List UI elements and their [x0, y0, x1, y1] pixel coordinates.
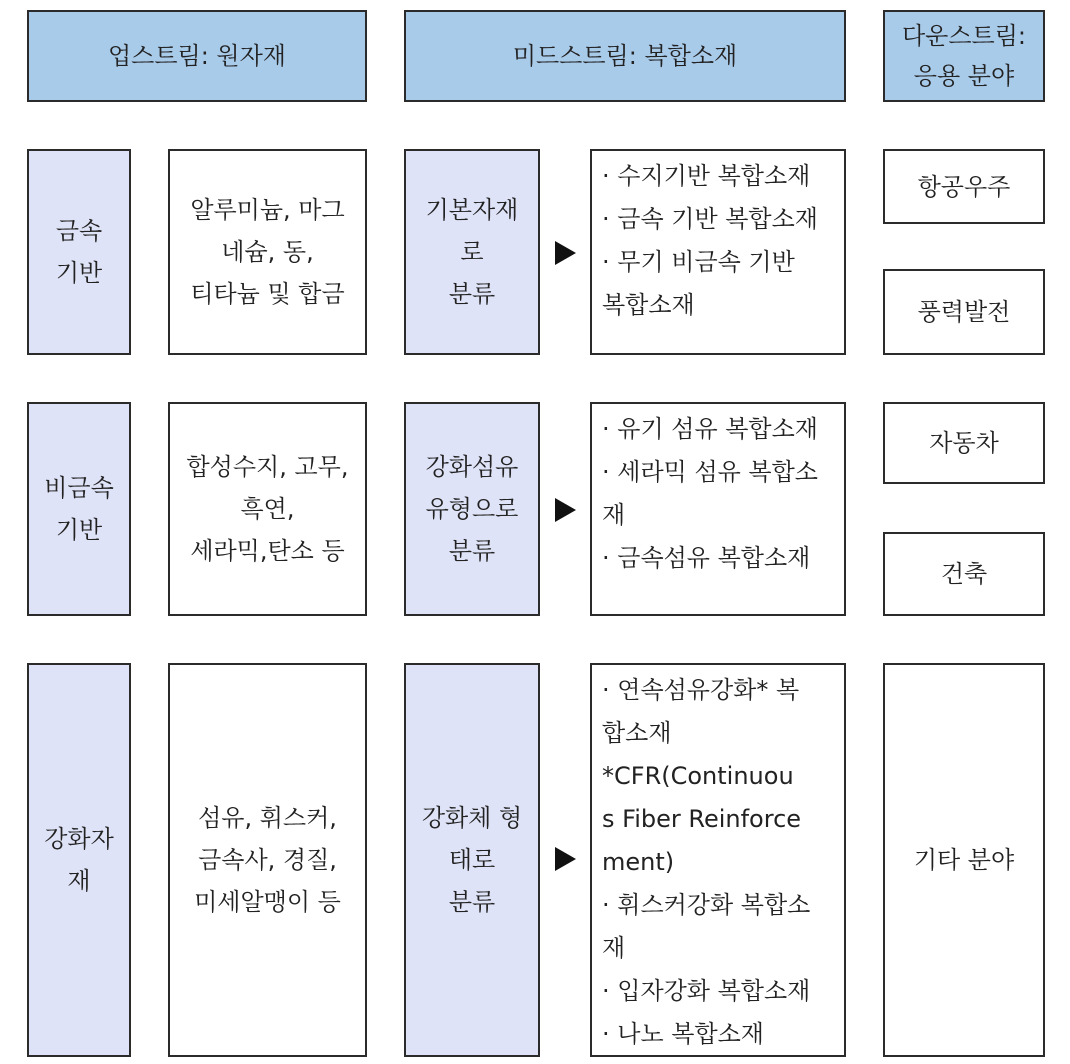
application-other — [883, 663, 1045, 1057]
application-wind-power — [883, 269, 1045, 355]
category-box-metal — [27, 149, 131, 355]
application-automotive — [883, 402, 1045, 484]
composites-box-fiber — [590, 402, 846, 616]
application-label: 기타 분야 — [913, 846, 1015, 874]
application-label: 항공우주 — [917, 172, 1011, 201]
classification-box-fiber — [404, 402, 540, 616]
materials-label: 섬유, 휘스커, 금속사, 경질, 미세알맹이 등 — [194, 804, 341, 916]
application-label: 풍력발전 — [917, 298, 1011, 326]
composites-list: · 유기 섬유 복합소재 · 세라믹 섬유 복합소 재 · 금속섬유 복합소재 — [602, 415, 818, 572]
arrow-right-icon — [555, 847, 576, 871]
composites-list: · 수지기반 복합소재 · 금속 기반 복합소재 · 무기 비금속 기반 복합소재 — [602, 162, 818, 319]
composites-box-form — [590, 663, 846, 1057]
downstream-header — [883, 10, 1045, 102]
midstream-header-label: 미드스트림: 복합소재 — [512, 42, 738, 70]
composites-box-basic — [590, 149, 846, 355]
arrow-right-icon — [555, 241, 576, 265]
arrow-right-icon — [555, 498, 576, 522]
materials-label: 알루미늄, 마그 네슘, 동, 티타늄 및 합금 — [190, 196, 345, 308]
application-label: 자동차 — [929, 429, 999, 457]
category-box-reinforcement — [27, 663, 131, 1057]
category-label: 비금속 기반 — [44, 474, 114, 544]
classification-box-form — [404, 663, 540, 1057]
composites-list: · 연속섬유강화* 복 합소재 *CFR(Continuou s Fiber Reinforce ment) · 휘스커강화 복합소 재 · 입자강화 복합소재 · 나노 복합소재 — [602, 676, 811, 1048]
application-label: 건축 — [940, 560, 988, 588]
category-label: 강화자 재 — [44, 825, 114, 895]
classification-label: 기본자재 로 분류 — [425, 196, 519, 308]
application-aerospace — [883, 149, 1045, 224]
classification-box-basic — [404, 149, 540, 355]
application-construction — [883, 532, 1045, 616]
materials-box-nonmetal — [168, 402, 367, 616]
classification-label: 강화체 형 태로 분류 — [421, 804, 523, 916]
midstream-header — [404, 10, 846, 102]
category-box-nonmetal — [27, 402, 131, 616]
upstream-header-label: 업스트림: 원자재 — [107, 42, 286, 70]
materials-label: 합성수지, 고무, 흑연, 세라믹,탄소 등 — [186, 453, 349, 565]
classification-label: 강화섬유 유형으로 분류 — [425, 453, 519, 565]
downstream-header-label: 다운스트림: 응용 분야 — [901, 22, 1026, 90]
category-label: 금속 기반 — [55, 217, 103, 287]
upstream-header — [27, 10, 367, 102]
materials-box-metal — [168, 149, 367, 355]
materials-box-reinforcement — [168, 663, 367, 1057]
